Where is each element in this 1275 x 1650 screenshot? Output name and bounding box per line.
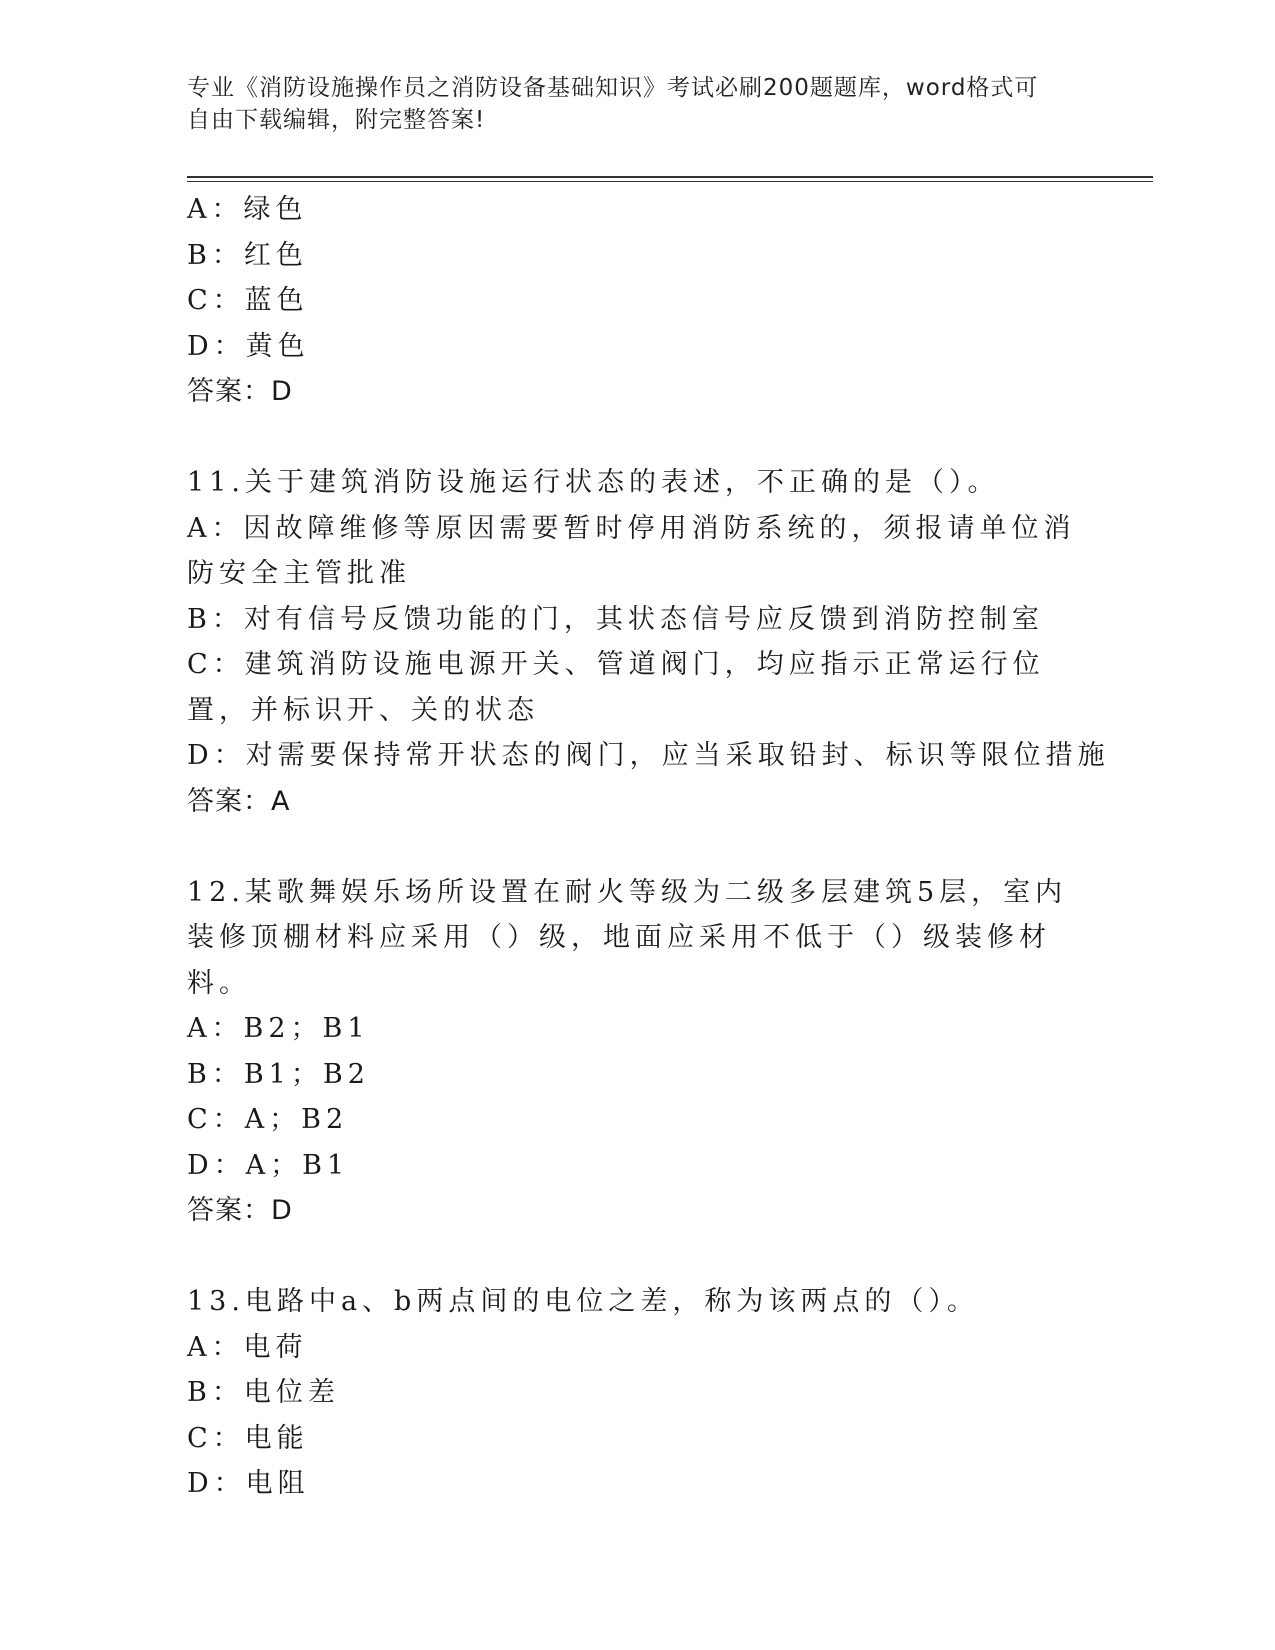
spacer [187, 1234, 1087, 1280]
question-stem: 11.关于建筑消防设施运行状态的表述，不正确的是（）。 [187, 467, 1000, 498]
option-a: A：绿色 [187, 194, 308, 225]
option-d: D：A；B1 [187, 1149, 350, 1181]
header-rule-bottom [187, 181, 1153, 182]
option-c: C：A；B2 [187, 1104, 349, 1135]
answer: 答案：A [187, 785, 291, 817]
answer: 答案：D [187, 1195, 293, 1226]
question-list [187, 187, 1110, 1507]
spacer [187, 415, 1087, 461]
header-title-line-1: 专业《消防设施操作员之消防设备基础知识》考试必刷200题题库，word格式可 [187, 75, 1039, 101]
option-d: D：对需要保持常开状态的阀门，应当采取铅封、标识等限位措施 [187, 740, 1110, 771]
question-stem: 13.电路中a、b两点间的电位之差，称为该两点的（）。 [187, 1286, 979, 1317]
option-d: D：电阻 [187, 1468, 310, 1499]
option-c: C：蓝色 [187, 285, 309, 316]
header-title-line-2: 自由下载编辑，附完整答案! [187, 107, 486, 133]
option-c: C：电能 [187, 1422, 309, 1454]
option-c: C：建筑消防设施电源开关、管道阀门，均应指示正常运行位置，并标识开、关的状态 [187, 649, 1045, 726]
answer: 答案：D [187, 376, 293, 407]
question-12 [187, 870, 1087, 1234]
option-d: D：黄色 [187, 330, 310, 362]
option-b: B：B1；B2 [187, 1058, 370, 1090]
option-b: B：对有信号反馈功能的门，其状态信号应反馈到消防控制室 [187, 603, 1044, 635]
option-b: B：红色 [187, 239, 308, 271]
option-a: A：电荷 [187, 1331, 308, 1363]
option-b: B：电位差 [187, 1377, 340, 1408]
question-13 [187, 1279, 1087, 1507]
question-11 [187, 460, 1110, 824]
header-rule-top [187, 176, 1153, 178]
document-header [187, 72, 1067, 136]
spacer [187, 824, 1087, 870]
option-a: A：因故障维修等原因需要暂时停用消防系统的，须报请单位消防安全主管批准 [187, 512, 1076, 589]
question-10 [187, 187, 1087, 415]
question-stem: 12.某歌舞娱乐场所设置在耐火等级为二级多层建筑5层，室内装修顶棚材料应采用（）级，地面应采用不低于（）级装修材料。 [187, 876, 1068, 999]
option-a: A：B2；B1 [187, 1013, 370, 1044]
